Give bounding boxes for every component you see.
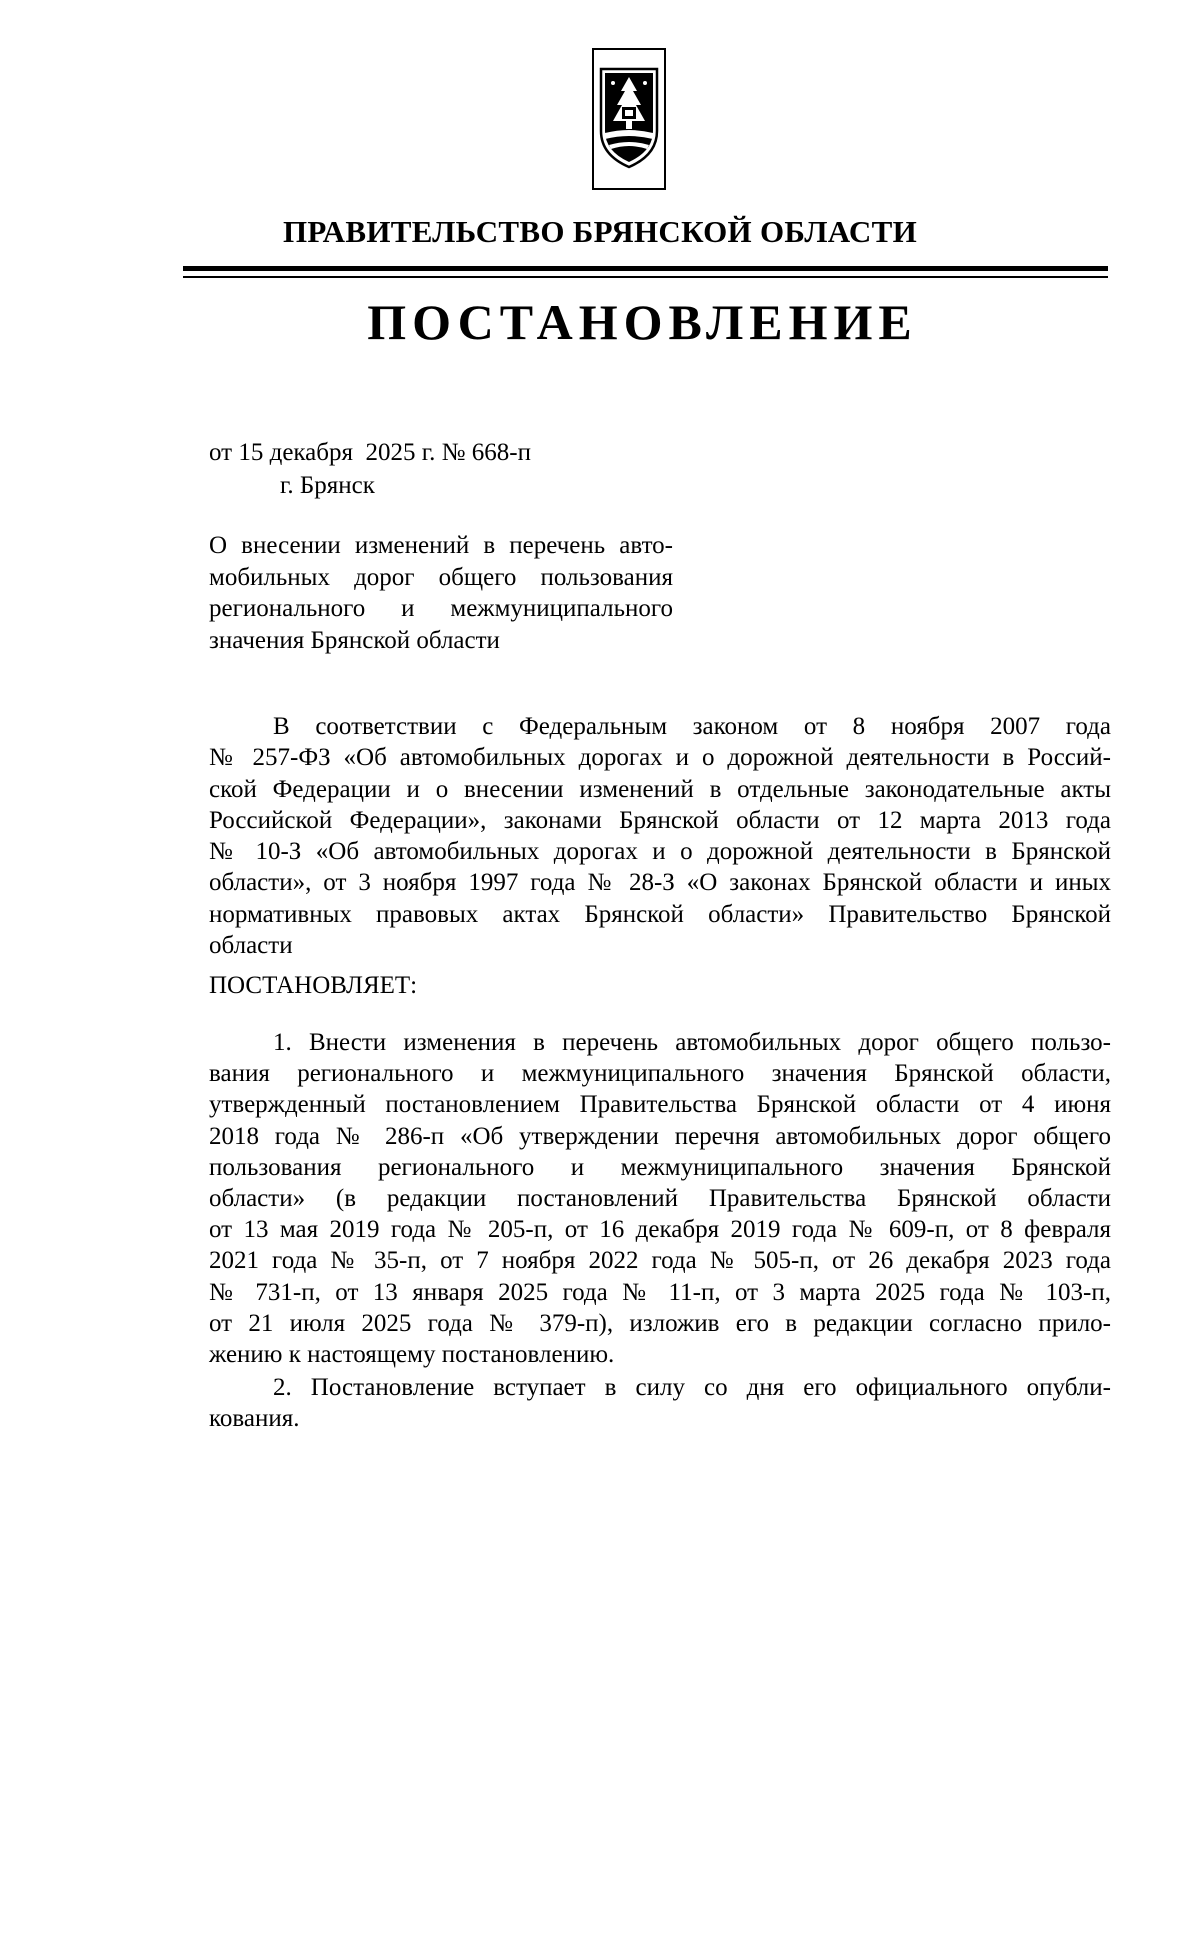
clause-1-line: № 731-п, от 13 января 2025 года № 11-п, от 3 марта 2025 года № 103-п, [209, 1278, 1111, 1306]
decree-word: ПОСТАНОВЛЯЕТ: [209, 972, 418, 999]
subject-line: значения Брянской области [209, 626, 500, 654]
preamble-line: № 10-З «Об автомобильных дорогах и о дорожной деятельности в Брянской [209, 838, 1111, 866]
clause-1-line: от 21 июля 2025 года № 379-п), изложив его в редакции согласно прило- [209, 1309, 1111, 1337]
clause-1-line: пользования регионального и межмуниципального значения Брянской [209, 1153, 1111, 1181]
clause-1-line: 2018 года № 286-п «Об утверждении перечня автомобильных дорог общего [209, 1122, 1111, 1150]
date-number-text: от 15 декабря 2025 г. № 668-п [209, 439, 531, 466]
clause-1-line: жению к настоящему постановлению. [209, 1341, 615, 1369]
document-subject [209, 530, 673, 656]
header-rule-thin [183, 276, 1108, 278]
preamble-line: ской Федерации и о внесении изменений в отдельные законодательные акты [209, 775, 1111, 803]
subject-line: регионального и межмуниципального [209, 595, 673, 622]
clause-1-line: от 13 мая 2019 года № 205-п, от 16 декабря 2019 года № 609-п, от 8 февраля [209, 1216, 1111, 1244]
clause-2-line: 2. Постановление вступает в силу со дня его официального опубли- [273, 1374, 1111, 1401]
header-rule-thick [183, 266, 1108, 271]
brjansk-coat-of-arms-icon [591, 47, 667, 191]
document-city: г. Брянск [280, 472, 375, 499]
clause-2-line: кования. [209, 1405, 300, 1433]
clause-1-line: вания регионального и межмуниципального значения Брянской области, [209, 1060, 1111, 1088]
preamble-line: В соответствии с Федеральным законом от 8 ноября 2007 года [273, 713, 1111, 740]
document-type-title: ПОСТАНОВЛЕНИЕ [367, 294, 918, 350]
subject-line: О внесении изменений в перечень авто- [209, 532, 673, 559]
document-date-number [209, 437, 531, 469]
clause-1 [209, 1027, 1111, 1370]
clause-1-line: 2021 года № 35-п, от 7 ноября 2022 года № 505-п, от 26 декабря 2023 года [209, 1247, 1111, 1275]
preamble-line: области», от 3 ноября 1997 года № 28-З «О законах Брянской области и иных [209, 869, 1111, 897]
clause-1-line: утвержденный постановлением Правительства Брянской области от 4 июня [209, 1091, 1111, 1119]
subject-line: мобильных дорог общего пользования [209, 563, 673, 591]
clause-1-line: 1. Внести изменения в перечень автомобильных дорог общего пользо- [273, 1029, 1111, 1056]
preamble-line: нормативных правовых актах Брянской области» Правительство Брянской [209, 900, 1111, 928]
government-title: ПРАВИТЕЛЬСТВО БРЯНСКОЙ ОБЛАСТИ [282, 214, 918, 249]
clause-1-line: области» (в редакции постановлений Правительства Брянской области [209, 1185, 1111, 1213]
preamble-line: Российской Федерации», законами Брянской области от 12 марта 2013 года [209, 806, 1111, 834]
preamble-line: № 257-ФЗ «Об автомобильных дорогах и о дорожной деятельности в Россий- [209, 744, 1111, 772]
preamble-paragraph [209, 711, 1111, 961]
preamble-line: области [209, 932, 293, 960]
clause-2 [209, 1372, 1111, 1434]
